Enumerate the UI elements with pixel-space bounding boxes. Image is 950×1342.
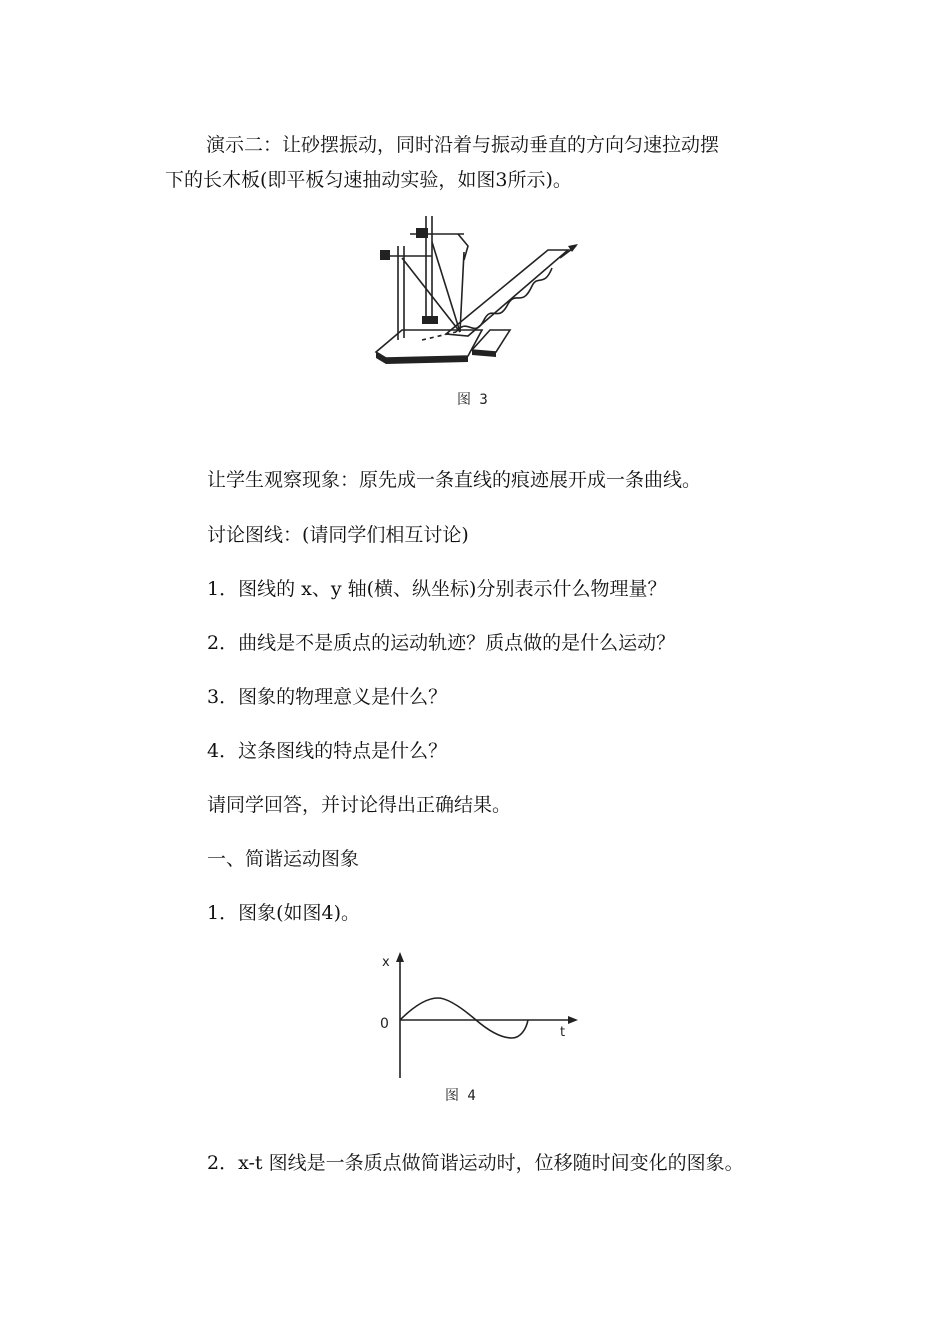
question-2: 2．曲线是不是质点的运动轨迹？质点做的是什么运动？ <box>207 632 676 654</box>
figure-4-xt-graph <box>376 948 576 1088</box>
section-heading: 一、简谐运动图象 <box>207 848 360 870</box>
origin-label: 0 <box>380 1016 389 1032</box>
figure-3-caption: 图 3 <box>457 392 488 408</box>
x-axis-label: t <box>560 1025 566 1040</box>
y-axis-arrow <box>396 952 404 962</box>
observation-text: 让学生观察现象：原先成一条直线的痕迹展开成一条曲线。 <box>207 469 702 491</box>
figure-4-caption: 图 4 <box>445 1088 476 1104</box>
x-axis-arrow <box>568 1016 578 1024</box>
y-axis-label: x <box>382 955 390 970</box>
question-4: 4．这条图线的特点是什么？ <box>207 740 448 762</box>
question-1: 1．图线的 x、y 轴(横、纵坐标)分别表示什么物理量？ <box>207 578 667 600</box>
answer-prompt: 请同学回答，并讨论得出正确结果。 <box>207 794 512 816</box>
figure-3-apparatus-illustration <box>372 212 582 372</box>
item-1: 1．图象(如图4)。 <box>207 902 361 924</box>
item-2: 2．x-t 图线是一条质点做简谐运动时，位移随时间变化的图象。 <box>207 1152 744 1174</box>
intro-line-1: 演示二：让砂摆振动，同时沿着与振动垂直的方向匀速拉动摆 <box>206 134 720 156</box>
intro-line-2: 下的长木板(即平板匀速抽动实验，如图3所示)。 <box>165 169 572 191</box>
discussion-title: 讨论图线：(请同学们相互讨论) <box>207 524 469 546</box>
question-3: 3．图象的物理意义是什么？ <box>207 686 448 708</box>
sine-curve <box>400 998 528 1038</box>
